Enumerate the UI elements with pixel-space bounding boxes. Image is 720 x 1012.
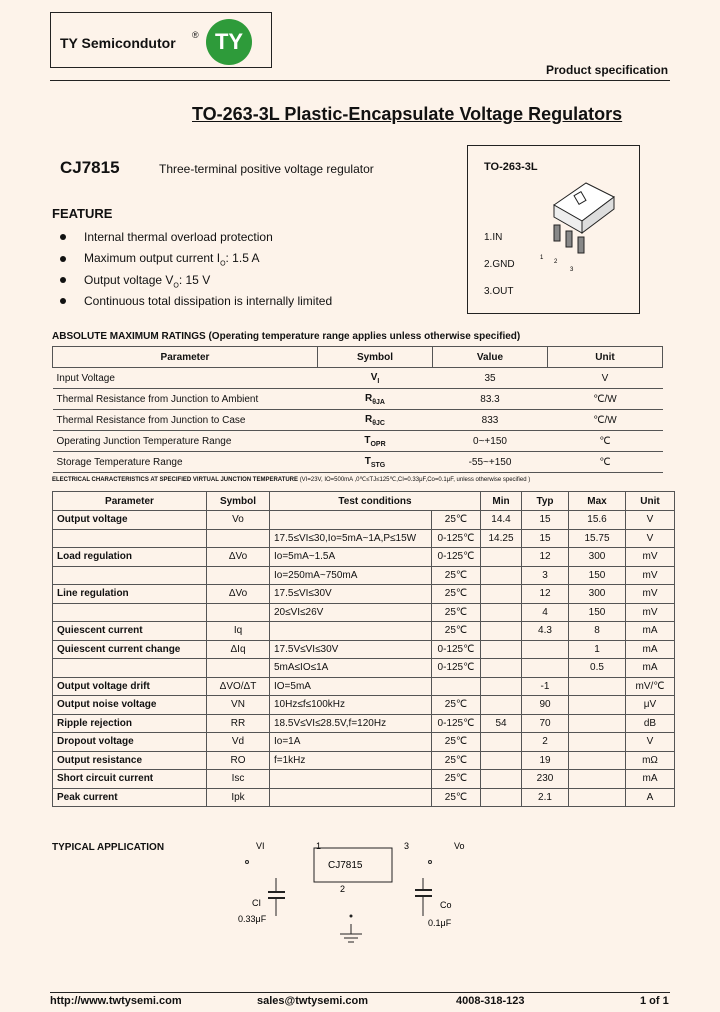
unit-cell: mV (626, 566, 675, 585)
footer-email-link[interactable]: sales@twtysemi.com (257, 995, 368, 1007)
condition-cell: 20≤VI≤26V (270, 603, 432, 622)
col-header: Test conditions (270, 492, 481, 511)
max-cell (569, 770, 626, 789)
symbol-cell: ΔVo (207, 585, 270, 604)
symbol-cell: Vo (207, 511, 270, 530)
max-cell: 300 (569, 585, 626, 604)
brand-name: TY Semicondutor (60, 35, 176, 51)
typ-cell: 2 (522, 733, 569, 752)
pin-number-1: 1 (540, 255, 544, 261)
abs-max-table (52, 346, 663, 473)
param-cell: Quiescent current (53, 622, 207, 641)
min-cell (481, 751, 522, 770)
unit-cell: mA (626, 640, 675, 659)
vi-label: VI (256, 841, 265, 851)
pin-number-3: 3 (570, 267, 574, 273)
min-cell: 54 (481, 714, 522, 733)
param-cell: Input Voltage (53, 368, 318, 389)
condition-cell: 5mA≤IO≤1A (270, 659, 432, 678)
symbol-cell: RR (207, 714, 270, 733)
min-cell (481, 677, 522, 696)
typ-cell: 12 (522, 548, 569, 567)
unit-cell: mV (626, 603, 675, 622)
package-drawing-icon (540, 175, 620, 275)
typ-cell: 2.1 (522, 788, 569, 807)
max-cell (569, 696, 626, 715)
package-title: TO-263-3L (484, 161, 538, 173)
min-cell (481, 603, 522, 622)
col-header: Value (433, 347, 548, 368)
max-cell (569, 788, 626, 807)
temp-cell: 25℃ (431, 733, 480, 752)
typ-cell: 4.3 (522, 622, 569, 641)
symbol-cell: VN (207, 696, 270, 715)
max-cell (569, 733, 626, 752)
pin-in-label: 1.IN (484, 232, 503, 243)
pin-out-label: 3.OUT (484, 286, 514, 297)
unit-cell: V (626, 511, 675, 530)
param-cell: Load regulation (53, 548, 207, 567)
typ-cell: 12 (522, 585, 569, 604)
param-cell (53, 529, 207, 548)
typ-cell: 70 (522, 714, 569, 733)
page-title: TO-263-3L Plastic-Encapsulate Voltage Regulators (192, 104, 623, 124)
unit-cell: dB (626, 714, 675, 733)
condition-cell: Io=1A (270, 733, 432, 752)
table-row (53, 410, 663, 431)
param-cell: Peak current (53, 788, 207, 807)
application-circuit-diagram (230, 838, 480, 948)
feature-item: Continuous total dissipation is internally limited (84, 294, 333, 308)
temp-cell: 25℃ (431, 603, 480, 622)
ci-value: 0.33μF (238, 914, 267, 924)
typ-cell: 230 (522, 770, 569, 789)
symbol-cell: $T_{STG}$ (318, 452, 433, 473)
temp-cell: 0-125℃ (431, 548, 480, 567)
max-cell: 0.5 (569, 659, 626, 678)
max-cell: 15.6 (569, 511, 626, 530)
symbol-cell: RO (207, 751, 270, 770)
temp-cell (431, 677, 480, 696)
table-row (53, 452, 663, 473)
table-row (53, 548, 675, 567)
min-cell (481, 585, 522, 604)
bullet-icon (60, 298, 66, 304)
min-cell (481, 770, 522, 789)
ic-label: CJ7815 (328, 860, 363, 871)
temp-cell: 25℃ (431, 622, 480, 641)
header-divider (50, 80, 670, 81)
value-cell: 35 (433, 368, 548, 389)
value-cell: 833 (433, 410, 548, 431)
symbol-cell: $R_{\theta JA}$ (318, 389, 433, 410)
max-cell: 1 (569, 640, 626, 659)
temp-cell: 25℃ (431, 585, 480, 604)
unit-cell: V (626, 733, 675, 752)
param-cell: Line regulation (53, 585, 207, 604)
unit-cell: mV (626, 585, 675, 604)
symbol-cell: Isc (207, 770, 270, 789)
col-header: Min (481, 492, 522, 511)
min-cell (481, 640, 522, 659)
bullet-icon (60, 256, 66, 262)
param-cell: Output resistance (53, 751, 207, 770)
temp-cell: 25℃ (431, 696, 480, 715)
param-cell: Output voltage (53, 511, 207, 530)
typ-cell (522, 640, 569, 659)
max-cell (569, 751, 626, 770)
table-row (53, 529, 675, 548)
table-row (53, 511, 675, 530)
typ-cell: 3 (522, 566, 569, 585)
product-spec-label: Product specification (546, 63, 669, 77)
param-cell: Operating Junction Temperature Range (53, 431, 318, 452)
temp-cell: 25℃ (431, 770, 480, 789)
condition-cell (270, 770, 432, 789)
max-cell: 8 (569, 622, 626, 641)
typ-cell: 15 (522, 529, 569, 548)
col-header: Parameter (53, 347, 318, 368)
table-row (53, 368, 663, 389)
table-header-row (53, 492, 675, 511)
symbol-cell: Iq (207, 622, 270, 641)
condition-cell (270, 511, 432, 530)
min-cell (481, 622, 522, 641)
symbol-cell: Ipk (207, 788, 270, 807)
part-number: CJ7815 (60, 158, 120, 177)
table-row (53, 659, 675, 678)
elec-table (52, 491, 675, 807)
param-cell: Output noise voltage (53, 696, 207, 715)
feature-item: Internal thermal overload protection (84, 230, 273, 244)
param-cell: Output voltage drift (53, 677, 207, 696)
registered-mark: ® (192, 30, 199, 40)
table-row (53, 603, 675, 622)
temp-cell: 25℃ (431, 566, 480, 585)
footer-divider (50, 992, 670, 993)
col-header: Unit (626, 492, 675, 511)
param-cell: Dropout voltage (53, 733, 207, 752)
param-cell: Thermal Resistance from Junction to Ambient (53, 389, 318, 410)
param-cell: Thermal Resistance from Junction to Case (53, 410, 318, 431)
max-cell: 150 (569, 566, 626, 585)
table-row (53, 751, 675, 770)
col-header: Parameter (53, 492, 207, 511)
value-cell: 83.3 (433, 389, 548, 410)
table-row (53, 566, 675, 585)
unit-cell: mV (626, 548, 675, 567)
typ-cell: -1 (522, 677, 569, 696)
table-row (53, 714, 675, 733)
abs-max-heading: ABSOLUTE MAXIMUM RATINGS (Operating temperature range applies unless otherwise specified) (52, 331, 521, 342)
feature-item: Maximum output current $I_O$: 1.5 A (84, 251, 260, 268)
condition-cell: 17.5≤VI≤30V (270, 585, 432, 604)
condition-cell: f=1kHz (270, 751, 432, 770)
value-cell: 0~+150 (433, 431, 548, 452)
table-row (53, 431, 663, 452)
max-cell: 300 (569, 548, 626, 567)
pin-gnd-label: 2.GND (484, 259, 515, 270)
typ-cell: 4 (522, 603, 569, 622)
condition-cell (270, 788, 432, 807)
temp-cell: 25℃ (431, 751, 480, 770)
pin3-label: 3 (404, 841, 410, 851)
feature-heading: FEATURE (52, 206, 113, 221)
col-header: Symbol (318, 347, 433, 368)
min-cell: 14.25 (481, 529, 522, 548)
min-cell: 14.4 (481, 511, 522, 530)
symbol-cell: ΔIq (207, 640, 270, 659)
co-value: 0.1μF (428, 918, 452, 928)
unit-cell: mV/℃ (626, 677, 675, 696)
unit-cell: V (548, 368, 663, 389)
condition-cell: 10Hz≤f≤100kHz (270, 696, 432, 715)
min-cell (481, 659, 522, 678)
unit-cell: mA (626, 622, 675, 641)
condition-cell: 17.5≤VI≤30,Io=5mA~1A,P≤15W (270, 529, 432, 548)
footer-url-link[interactable]: http://www.twtysemi.com (50, 995, 182, 1007)
table-row (53, 770, 675, 789)
bullet-icon (60, 234, 66, 240)
min-cell (481, 696, 522, 715)
feature-item: Output voltage $V_O$: 15 V (84, 273, 211, 290)
symbol-cell (207, 659, 270, 678)
company-logo: TY (206, 19, 252, 65)
value-cell: -55~+150 (433, 452, 548, 473)
pin2-label: 2 (340, 884, 346, 894)
table-row (53, 640, 675, 659)
elec-heading: ELECTRICAL CHARACTERISTICS AT SPECIFIED VIRTUAL JUNCTION TEMPERATURE (VI=23V, IO=500mA ,0℃≤TJ≤125℃,CI=0.33μF,Co=0.1μF, unless otherwise specified ) (52, 477, 531, 483)
symbol-cell: $V_I$ (318, 368, 433, 389)
min-cell (481, 566, 522, 585)
typ-cell (522, 659, 569, 678)
table-row (53, 389, 663, 410)
col-header: Unit (548, 347, 663, 368)
col-header: Max (569, 492, 626, 511)
typical-application-heading: TYPICAL APPLICATION (52, 842, 165, 853)
symbol-cell: ΔVO/ΔT (207, 677, 270, 696)
condition-cell: 18.5V≤VI≤28.5V,f=120Hz (270, 714, 432, 733)
unit-cell: A (626, 788, 675, 807)
unit-cell: ℃ (548, 452, 663, 473)
typ-cell: 19 (522, 751, 569, 770)
table-row (53, 788, 675, 807)
temp-cell: 0-125℃ (431, 529, 480, 548)
table-row (53, 696, 675, 715)
table-row (53, 677, 675, 696)
footer-phone: 4008-318-123 (456, 995, 525, 1007)
symbol-cell: ΔVo (207, 548, 270, 567)
param-cell (53, 603, 207, 622)
param-cell (53, 659, 207, 678)
condition-cell: Io=5mA~1.5A (270, 548, 432, 567)
footer-page: 1 of 1 (640, 995, 669, 1007)
col-header: Symbol (207, 492, 270, 511)
pin1-label: 1 (316, 841, 322, 851)
param-cell: Ripple rejection (53, 714, 207, 733)
param-cell: Quiescent current change (53, 640, 207, 659)
symbol-cell (207, 566, 270, 585)
table-row (53, 622, 675, 641)
part-description: Three-terminal positive voltage regulator (159, 162, 374, 176)
temp-cell: 0-125℃ (431, 659, 480, 678)
param-cell: Short circuit current (53, 770, 207, 789)
unit-cell: ℃ (548, 431, 663, 452)
unit-cell: ℃/W (548, 389, 663, 410)
max-cell: 15.75 (569, 529, 626, 548)
max-cell: 150 (569, 603, 626, 622)
typ-cell: 15 (522, 511, 569, 530)
unit-cell: ℃/W (548, 410, 663, 431)
min-cell (481, 733, 522, 752)
temp-cell: 0-125℃ (431, 640, 480, 659)
min-cell (481, 788, 522, 807)
table-header-row (53, 347, 663, 368)
co-label: Co (440, 900, 452, 910)
min-cell (481, 548, 522, 567)
condition-cell: Io=250mA~750mA (270, 566, 432, 585)
symbol-cell (207, 603, 270, 622)
symbol-cell: $T_{OPR}$ (318, 431, 433, 452)
col-header: Typ (522, 492, 569, 511)
unit-cell: mA (626, 770, 675, 789)
ci-label: CI (252, 898, 261, 908)
condition-cell: 17.5V≤VI≤30V (270, 640, 432, 659)
condition-cell: IO=5mA (270, 677, 432, 696)
max-cell (569, 714, 626, 733)
temp-cell: 25℃ (431, 511, 480, 530)
condition-cell (270, 622, 432, 641)
unit-cell: μV (626, 696, 675, 715)
bullet-icon (60, 277, 66, 283)
temp-cell: 0-125℃ (431, 714, 480, 733)
typ-cell: 90 (522, 696, 569, 715)
table-row (53, 733, 675, 752)
unit-cell: mA (626, 659, 675, 678)
temp-cell: 25℃ (431, 788, 480, 807)
max-cell (569, 677, 626, 696)
unit-cell: V (626, 529, 675, 548)
unit-cell: mΩ (626, 751, 675, 770)
symbol-cell (207, 529, 270, 548)
param-cell (53, 566, 207, 585)
symbol-cell: Vd (207, 733, 270, 752)
symbol-cell: $R_{\theta JC}$ (318, 410, 433, 431)
pin-number-2: 2 (554, 259, 558, 265)
param-cell: Storage Temperature Range (53, 452, 318, 473)
table-row (53, 585, 675, 604)
vo-label: Vo (454, 841, 465, 851)
